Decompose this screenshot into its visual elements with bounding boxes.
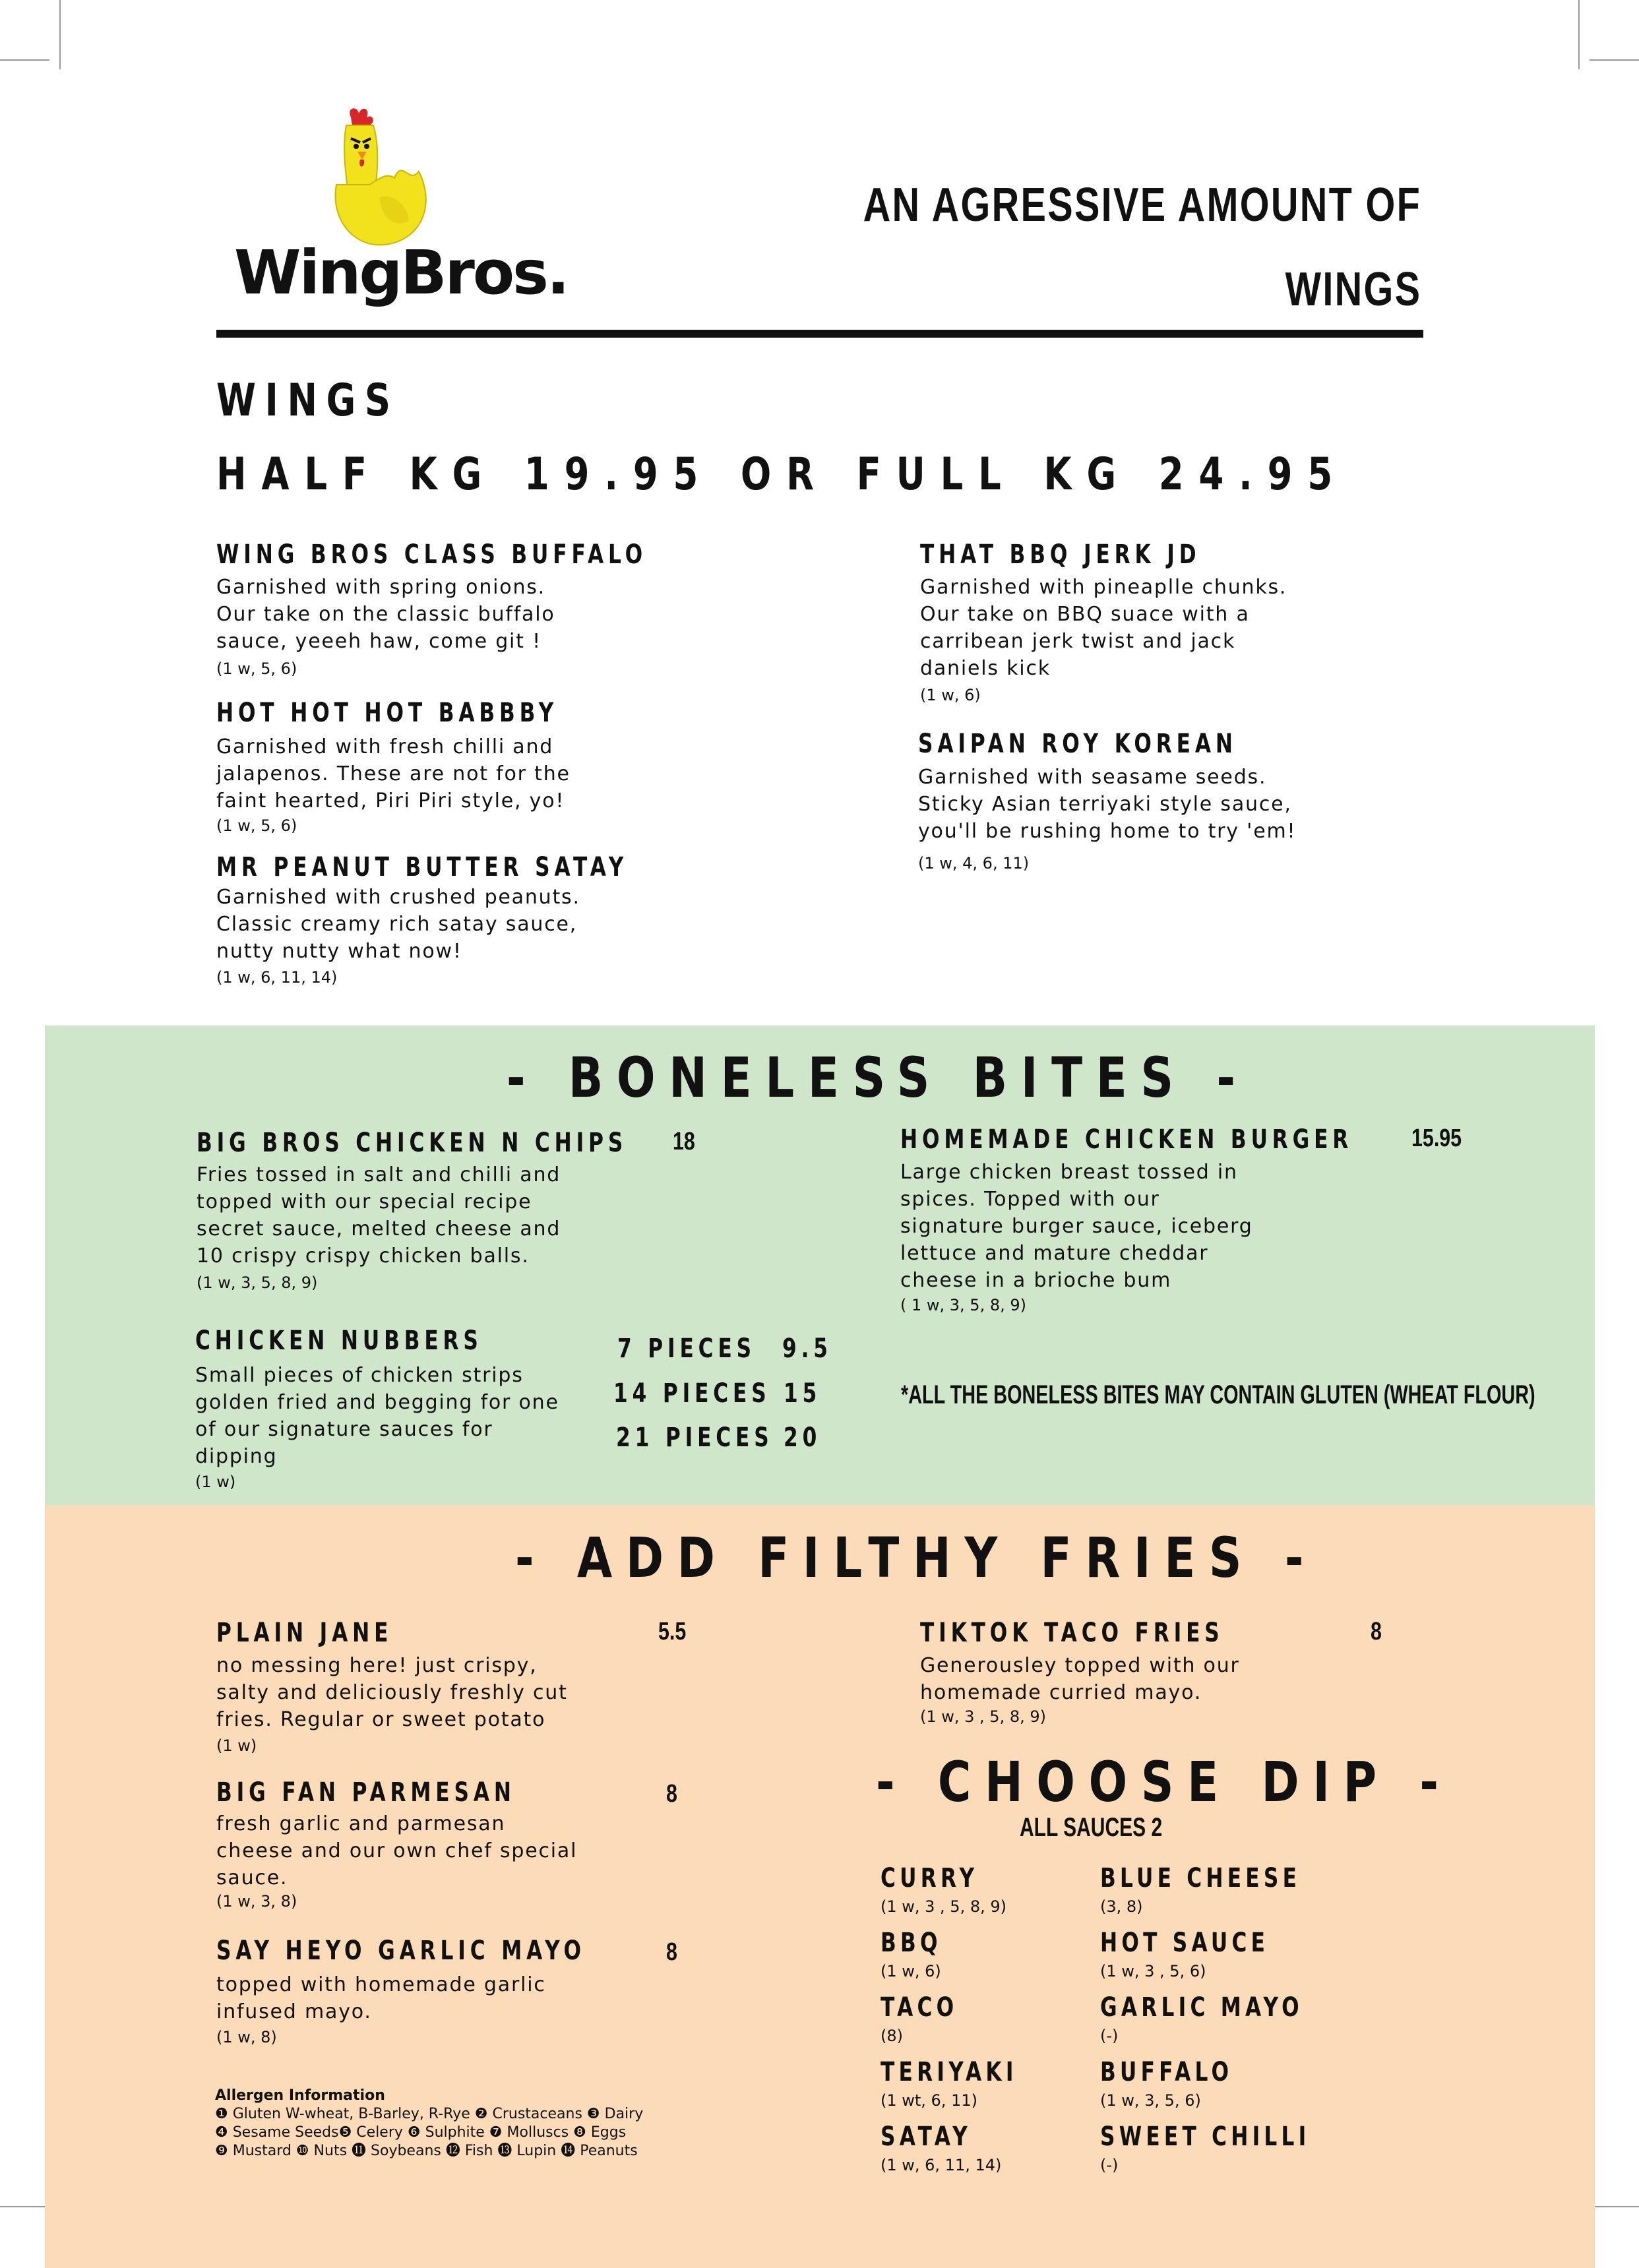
allergen-codes: (1 w) <box>195 1473 236 1491</box>
logo <box>234 106 568 317</box>
dip-allergens: (8) <box>881 2027 903 2045</box>
dip-name: BLUE CHEESE <box>1100 1863 1301 1893</box>
menu-item-title: THAT BBQ JERK JD <box>920 539 1201 570</box>
dip-name: BBQ <box>881 1928 942 1958</box>
item-price: 8 <box>666 1938 677 1966</box>
brand-name: WingBros. <box>234 237 568 308</box>
allergen-info-line: ❹ Sesame Seeds❺ Celery ❻ Sulphite ❼ Molluscs ❽ Eggs <box>215 2124 627 2141</box>
menu-item-description: Garnished with fresh chilli and jalapenos. These are not for the faint hearted, Piri Piri style, yo! <box>216 735 571 812</box>
piece-option-price: 15 <box>784 1378 822 1409</box>
dip-name: BUFFALO <box>1100 2057 1233 2087</box>
menu-item-description: no messing here! just crispy, salty and deliciously freshly cut fries. Regular or sweet potato <box>216 1654 568 1731</box>
allergen-codes: (1 w, 8) <box>216 2028 277 2046</box>
menu-item-title: TIKTOK TACO FRIES <box>920 1618 1224 1648</box>
menu-item-description: Garnished with seasame seeds. Sticky Asian terriyaki style sauce, you'll be rushing home to try 'em! <box>918 766 1297 843</box>
menu-item-title: SAIPAN ROY KOREAN <box>918 729 1237 759</box>
menu-item-description: Small pieces of chicken strips golden fried and begging for one of our signature sauces for dipping <box>195 1364 559 1468</box>
dip-allergens: (1 w, 6, 11, 14) <box>881 2156 1002 2174</box>
menu-item-description: Generousley topped with our homemade curried mayo. <box>920 1654 1240 1704</box>
menu-item-title: BIG BROS CHICKEN N CHIPS <box>197 1128 628 1158</box>
menu-item-description: Garnished with pineaplle chunks. Our take on BBQ suace with a carribean jerk twist and jack daniels kick <box>920 576 1287 680</box>
menu-item-title: CHICKEN NUBBERS <box>195 1326 483 1356</box>
dip-name: TACO <box>881 1992 958 2023</box>
boneless-heading: - BONELESS BITES - <box>507 1045 1249 1110</box>
allergen-codes: ( 1 w, 3, 5, 8, 9) <box>900 1296 1026 1314</box>
crop-mark <box>0 59 49 61</box>
allergen-codes: (1 w) <box>216 1736 257 1755</box>
menu-item-description: Garnished with spring onions. Our take on the classic buffalo sauce, yeeeh haw, come git ! <box>216 576 555 653</box>
allergen-codes: (1 w, 3 , 5, 8, 9) <box>920 1707 1046 1726</box>
menu-item-description: fresh garlic and parmesan cheese and our own chef special sauce. <box>216 1812 578 1889</box>
dip-allergens: (1 w, 3 , 5, 6) <box>1100 1962 1206 1980</box>
dip-name: CURRY <box>881 1863 979 1893</box>
dip-allergens: (1 wt, 6, 11) <box>881 2091 977 2110</box>
item-price: 8 <box>1371 1618 1382 1645</box>
wings-price-line: HALF KG 19.95 OR FULL KG 24.95 <box>216 448 1348 501</box>
dip-allergens: (-) <box>1100 2156 1119 2174</box>
menu-item-description: Large chicken breast tossed in spices. Topped with our signature burger sauce, iceberg lettuce and mature cheddar cheese in a brioche bum <box>900 1161 1253 1292</box>
dip-name: SWEET CHILLI <box>1100 2122 1311 2152</box>
piece-option-price: 9.5 <box>782 1333 832 1364</box>
dip-name: HOT SAUCE <box>1100 1928 1270 1958</box>
piece-option-label: 21 PIECES <box>616 1423 774 1453</box>
wings-heading: WINGS <box>216 375 400 427</box>
menu-item-description: topped with homemade garlic infused mayo. <box>216 1973 546 2023</box>
item-price: 18 <box>673 1128 695 1155</box>
allergen-info-line: ❾ Mustard ❿ Nuts ⓫ Soybeans ⓬ Fish ⓭ Lupin ⓮ Peanuts <box>215 2143 638 2159</box>
fries-section <box>45 1506 1595 2268</box>
crop-mark <box>0 2206 49 2207</box>
menu-item-description: Fries tossed in salt and chilli and topped with our special recipe secret sauce, melted cheese and 10 crispy crispy chicken balls. <box>197 1163 561 1268</box>
menu-item-title: BIG FAN PARMESAN <box>216 1777 516 1808</box>
dip-name: SATAY <box>881 2122 972 2152</box>
allergen-codes: (1 w, 4, 6, 11) <box>918 854 1030 873</box>
dip-name: TERIYAKI <box>881 2057 1018 2087</box>
dip-allergens: (-) <box>1100 2027 1119 2045</box>
menu-item-title: WING BROS CLASS BUFFALO <box>216 539 648 570</box>
allergen-codes: (1 w, 3, 5, 8, 9) <box>197 1273 318 1292</box>
menu-item-description: Garnished with crushed peanuts. Classic creamy rich satay sauce, nutty nutty what now! <box>216 886 580 963</box>
fries-heading: - ADD FILTHY FRIES - <box>515 1525 1318 1590</box>
allergen-info-title: Allergen Information <box>215 2087 385 2104</box>
crop-mark <box>1578 0 1580 69</box>
gluten-note: *ALL THE BONELESS BITES MAY CONTAIN GLUTEN (WHEAT FLOUR) <box>901 1380 1535 1409</box>
header-divider <box>216 330 1423 338</box>
menu-item-title: MR PEANUT BUTTER SATAY <box>216 852 629 882</box>
item-price: 8 <box>666 1780 677 1808</box>
crop-mark <box>1590 59 1639 61</box>
piece-option-label: 14 PIECES <box>613 1378 771 1409</box>
dip-allergens: (1 w, 3, 5, 6) <box>1100 2091 1201 2110</box>
menu-item-title: HOT HOT HOT BABBBY <box>216 698 559 728</box>
dips-subheading: ALL SAUCES 2 <box>1020 1813 1163 1842</box>
menu-item-title: PLAIN JANE <box>216 1618 393 1648</box>
tagline-line1: AN AGRESSIVE AMOUNT OF <box>863 179 1421 231</box>
allergen-codes: (1 w, 5, 6) <box>216 659 297 678</box>
piece-option-price: 20 <box>784 1423 822 1453</box>
menu-item-title: HOMEMADE CHICKEN BURGER <box>900 1124 1353 1155</box>
dip-allergens: (3, 8) <box>1100 1897 1143 1916</box>
allergen-codes: (1 w, 6, 11, 14) <box>216 968 338 987</box>
dip-allergens: (1 w, 3 , 5, 8, 9) <box>881 1897 1006 1916</box>
allergen-codes: (1 w, 5, 6) <box>216 816 297 835</box>
allergen-codes: (1 w, 6) <box>920 686 981 704</box>
dips-heading: - CHOOSE DIP - <box>876 1750 1452 1814</box>
boneless-section <box>45 1026 1595 1506</box>
dip-name: GARLIC MAYO <box>1100 1992 1303 2023</box>
item-price: 15.95 <box>1411 1124 1462 1152</box>
piece-option-label: 7 PIECES <box>617 1333 756 1364</box>
crop-mark <box>1590 2206 1639 2207</box>
crop-mark <box>59 0 61 69</box>
item-price: 5.5 <box>658 1618 687 1645</box>
tagline-line2: WINGS <box>1285 263 1421 316</box>
allergen-info-line: ❶ Gluten W-wheat, B-Barley, R-Rye ❷ Crustaceans ❸ Dairy <box>215 2106 644 2122</box>
chicken-mascot-icon <box>310 106 442 251</box>
menu-item-title: SAY HEYO GARLIC MAYO <box>216 1936 586 1966</box>
allergen-codes: (1 w, 3, 8) <box>216 1892 297 1911</box>
dip-allergens: (1 w, 6) <box>881 1962 941 1980</box>
